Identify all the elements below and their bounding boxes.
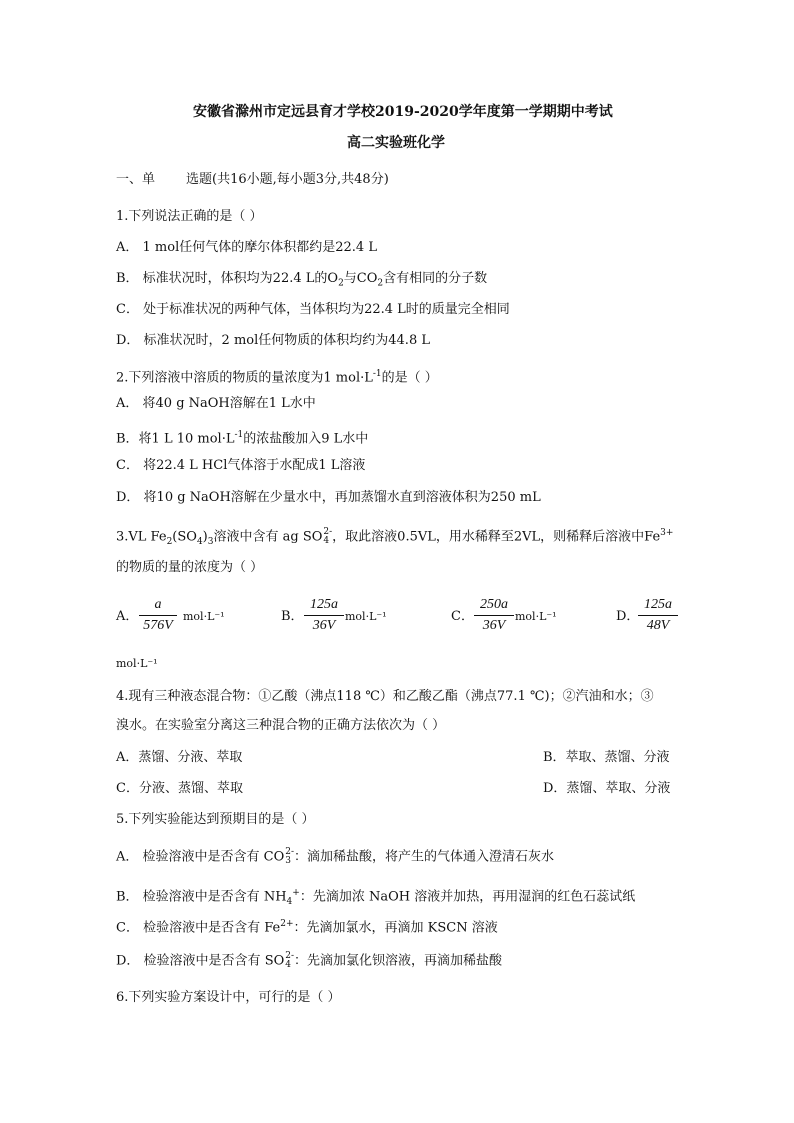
q1-option-c: C． 处于标准状况的两种气体，当体积均为22.4 L时的质量完全相同 — [116, 302, 510, 317]
q2-option-d: D． 将10 g NaOH溶解在少量水中，再加蒸馏水直到溶液体积为250 mL — [116, 490, 541, 505]
q3-option-a-unit: mol·L⁻¹ — [183, 610, 225, 623]
q4-stem-line2: 溴水。在实验室分离这三种混合物的正确方法依次为（ ） — [116, 718, 446, 733]
q3-stem-line1: 3.VL $Fe_2(SO_4)_3$溶液中含有 ag SO 2- 4 ，取此溶液0.5VL，用水稀释至2VL，则稀释后溶液中$Fe^{3+}$ — [116, 526, 674, 547]
q2-stem: 2.下列溶液中溶质的物质的量浓度为1 $mol\cdot L^{-1}$的是（ ） — [116, 369, 438, 386]
section-desc: 选题(共16小题,每小题3分,共48分) — [186, 172, 389, 187]
q5-option-c: C． 检验溶液中是否含有 $Fe^{2+}$：先滴加氯水，再滴加 KSCN 溶液 — [116, 919, 498, 936]
q3-option-b-unit: mol·L⁻¹ — [345, 610, 387, 623]
q1-option-b: B． 标准状况时，体积均为22.4 L的$O_2$与$CO_2$含有相同的分子数 — [116, 271, 488, 289]
exam-title: 安徽省滁州市定远县育才学校2019-2020学年度第一学期期中考试 — [193, 104, 613, 120]
q3-option-c-fraction: 250a 36V — [474, 596, 514, 635]
q4-option-a: A．蒸馏、分液、萃取 — [116, 750, 243, 765]
exam-subtitle: 高二实验班化学 — [347, 135, 445, 151]
q5-option-a: A． 检验溶液中是否含有 CO 2- 3 ：滴加稀盐酸，将产生的气体通入澄清石灰水 — [116, 847, 555, 866]
q5-option-d: D． 检验溶液中是否含有 SO 2- 4 ：先滴加氯化钡溶液，再滴加稀盐酸 — [116, 951, 503, 970]
q3-option-c-letter: C． — [451, 609, 474, 624]
section-label: 一、单 — [116, 172, 156, 187]
q4-stem-line1: 4.现有三种液态混合物：①乙酸（沸点118 ℃）和乙酸乙酯（沸点77.1 ℃)；②汽油和水；③ — [116, 689, 654, 704]
q1-option-a: A． 1 mol任何气体的摩尔体积都约是22.4 L — [116, 240, 377, 255]
q3-option-d-unit: mol·L⁻¹ — [116, 657, 158, 670]
q5-stem: 5.下列实验能达到预期目的是（ ） — [116, 812, 315, 827]
q2-option-b: B．将1 L 10 $mol\cdot L^{-1}$的浓盐酸加入9 L水中 — [116, 430, 369, 447]
q3-option-a-fraction: a 576V — [139, 596, 177, 635]
q4-option-c: C．分液、蒸馏、萃取 — [116, 781, 243, 796]
q3-option-d-letter: D． — [616, 609, 640, 624]
q3-option-b-letter: B． — [281, 609, 304, 624]
q3-option-b-fraction: 125a 36V — [304, 596, 344, 635]
q3-option-c-unit: mol·L⁻¹ — [515, 610, 557, 623]
q3-option-d-fraction: 125a 48V — [638, 596, 678, 635]
q5-option-b: B． 检验溶液中是否含有 $NH_4^+$：先滴加浓 NaOH 溶液并加热，再用湿润的红色石蕊试纸 — [116, 888, 636, 907]
q1-option-d: D． 标准状况时，2 mol任何物质的体积均约为44.8 L — [116, 333, 430, 348]
q3-option-a-letter: A． — [116, 609, 139, 624]
q1-stem: 1.下列说法正确的是（ ） — [116, 209, 263, 224]
q6-stem: 6.下列实验方案设计中，可行的是（ ） — [116, 990, 341, 1005]
q2-option-a: A． 将40 g NaOH溶解在1 L水中 — [116, 396, 316, 411]
q3-stem-line2: 的物质的量的浓度为（ ） — [116, 560, 264, 575]
q2-option-c: C． 将22.4 L HCl气体溶于水配成1 L溶液 — [116, 458, 366, 473]
q4-option-d: D．蒸馏、萃取、分液 — [543, 781, 671, 796]
q4-option-b: B．萃取、蒸馏、分液 — [543, 750, 670, 765]
